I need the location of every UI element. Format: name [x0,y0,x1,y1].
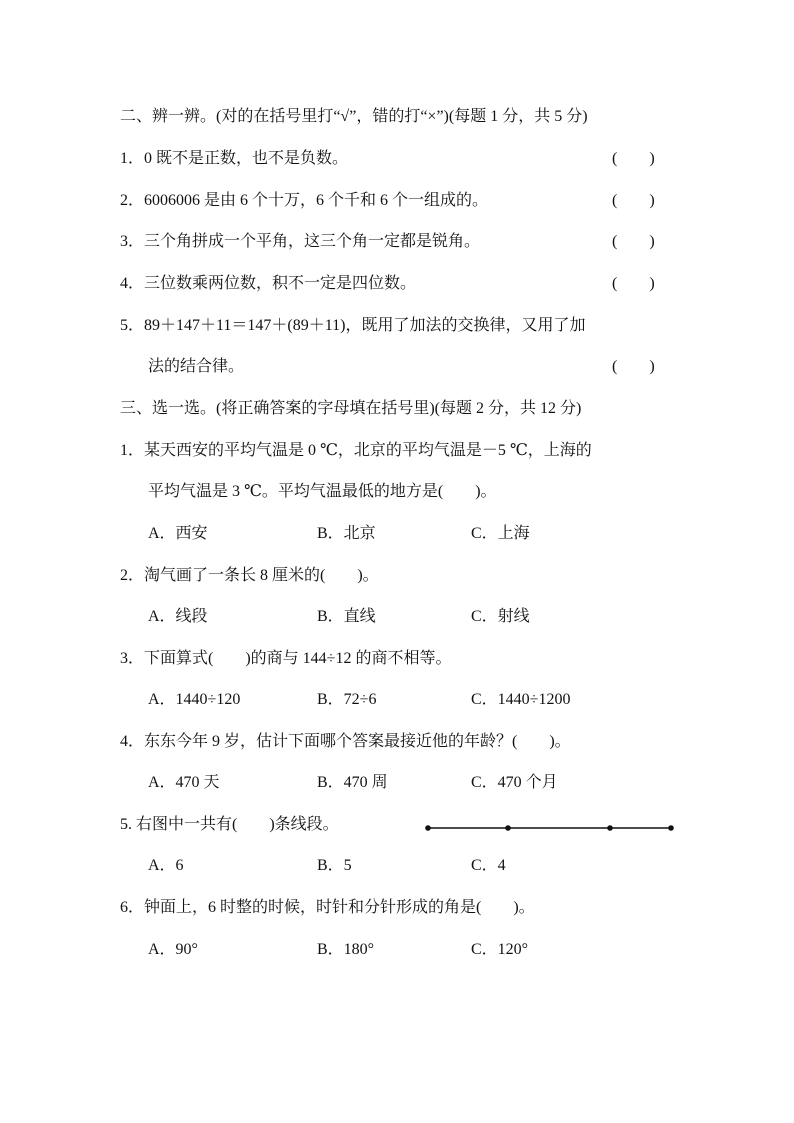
section2-item-1: 1．0 既不是正数，也不是负数。 [120,150,349,167]
question-1: 1．某天西安的平均气温是 0 ℃，北京的平均气温是－5 ℃，上海的 [120,442,592,459]
question-6: 6．钟面上，6 时整的时候，时针和分针形成的角是( )。 [120,899,535,916]
q4-option-c: C．470 个月 [471,774,558,791]
segment-point-1 [425,825,431,831]
q6-option-c: C．120° [471,941,529,958]
answer-paren-4: ( ) [612,275,655,292]
section2-item-5: 5．89＋147＋11＝147＋(89＋11)，既用了加法的交换律，又用了加 [120,317,586,334]
question-4: 4．东东今年 9 岁，估计下面哪个答案最接近他的年龄？( )。 [120,733,571,750]
q4-option-a: A．470 天 [148,774,220,791]
question-1-cont: 平均气温是 3 ℃。平均气温最低的地方是( )。 [148,483,497,500]
answer-paren-5: ( ) [612,358,655,375]
question-3: 3．下面算式( )的商与 144÷12 的商不相等。 [120,650,452,667]
q2-option-c: C．射线 [471,608,530,625]
q2-option-a: A．线段 [148,608,208,625]
segment-point-4 [668,825,674,831]
q6-option-b: B．180° [317,941,375,958]
line-segment-figure [420,818,680,838]
q2-option-b: B．直线 [317,608,376,625]
section3-heading: 三、选一选。(将正确答案的字母填在括号里)(每题 2 分，共 12 分) [120,400,582,417]
section2-item-3: 3．三个角拼成一个平角，这三个角一定都是锐角。 [120,233,481,250]
q5-option-a: A．6 [148,857,184,874]
answer-paren-1: ( ) [612,150,655,167]
q5-option-b: B．5 [317,857,352,874]
answer-paren-2: ( ) [612,192,655,209]
segment-point-2 [505,825,511,831]
section2-item-5-cont: 法的结合律。 [148,358,245,375]
q6-option-a: A．90° [148,941,198,958]
q5-option-c: C．4 [471,857,506,874]
q1-option-c: C．上海 [471,525,530,542]
q4-option-b: B．470 周 [317,774,388,791]
q1-option-a: A．西安 [148,525,208,542]
section2-item-4: 4．三位数乘两位数，积不一定是四位数。 [120,275,417,292]
question-2: 2．淘气画了一条长 8 厘米的( )。 [120,567,379,584]
q3-option-b: B．72÷6 [317,691,377,708]
q3-option-c: C．1440÷1200 [471,691,571,708]
section2-heading: 二、辨一辨。(对的在括号里打“√”，错的打“×”)(每题 1 分，共 5 分) [120,108,588,125]
segment-point-3 [607,825,613,831]
question-5: 5. 右图中一共有( )条线段。 [120,816,339,833]
q1-option-b: B．北京 [317,525,376,542]
q3-option-a: A．1440÷120 [148,691,241,708]
section2-item-2: 2．6006006 是由 6 个十万，6 个千和 6 个一组成的。 [120,192,489,209]
answer-paren-3: ( ) [612,233,655,250]
